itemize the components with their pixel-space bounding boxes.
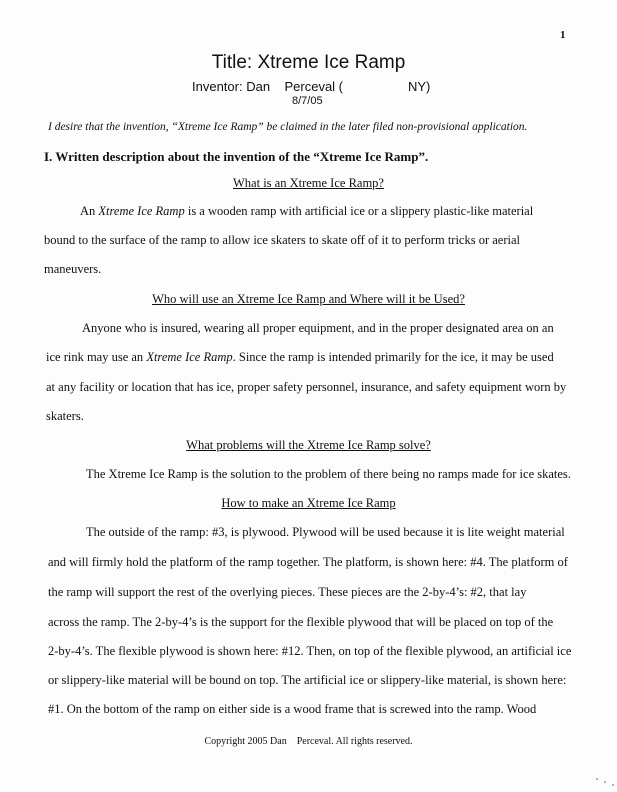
paragraph-line: The outside of the ramp: #3, is plywood. Plywood will be used because it is lite weight material [86, 525, 565, 539]
copyright-footer: Copyright 2005 Dan Perceval. All rights reserved. [204, 736, 413, 747]
inventor-location: NY) [408, 79, 431, 94]
paragraph-line: across the ramp. The 2-by-4’s is the support for the flexible plywood that will be placed on top of the [48, 615, 554, 629]
document-title: Title: Xtreme Ice Ramp [211, 52, 406, 73]
inventor-name: Inventor: Dan Perceval ( [192, 79, 344, 94]
paragraph-line: The Xtreme Ice Ramp is the solution to the problem of there being no ramps made for ice skates. [86, 467, 571, 481]
section-heading: I. Written description about the invention of the “Xtreme Ice Ramp”. [44, 149, 429, 164]
scan-speck [612, 784, 614, 786]
paragraph-line: skaters. [46, 409, 84, 423]
paragraph-line: at any facility or location that has ice, proper safety personnel, insurance, and safety equipment worn by [46, 380, 567, 394]
paragraph-line: the ramp will support the rest of the overlying pieces. These pieces are the 2-by-4’s: #2, that lay [48, 585, 527, 599]
page-number: 1 [560, 29, 566, 41]
paragraph-line: Anyone who is insured, wearing all proper equipment, and in the proper designated area on an [82, 321, 554, 335]
paragraph-line: 2-by-4’s. The flexible plywood is shown here: #12. Then, on top of the flexible plywood, an artificial ice [48, 644, 572, 658]
claim-statement: I desire that the invention, “Xtreme Ice Ramp” be claimed in the later filed non-provisional application. [48, 121, 528, 133]
subheading-how-to-make: How to make an Xtreme Ice Ramp [221, 496, 396, 510]
paragraph-line: ice rink may use an Xtreme Ice Ramp. Since the ramp is intended primarily for the ice, it may be used [46, 350, 554, 364]
paragraph-line: and will firmly hold the platform of the ramp together. The platform, is shown here: #4. The platform of [48, 555, 568, 569]
document-date: 8/7/05 [292, 95, 323, 107]
scan-speck [596, 778, 598, 780]
subheading-who-will-use: Who will use an Xtreme Ice Ramp and Where will it be Used? [152, 292, 465, 306]
paragraph-line: maneuvers. [44, 262, 102, 276]
subheading-problems: What problems will the Xtreme Ice Ramp solve? [186, 438, 431, 452]
paragraph-line: or slippery-like material will be bound on top. The artificial ice or slippery-like material, is shown here: [48, 673, 567, 687]
paragraph-line: An Xtreme Ice Ramp is a wooden ramp with artificial ice or a slippery plastic-like material [80, 204, 534, 218]
scan-speck [604, 781, 606, 783]
paragraph-line: bound to the surface of the ramp to allow ice skaters to skate off of it to perform tricks or aerial [44, 233, 521, 247]
subheading-what-is: What is an Xtreme Ice Ramp? [233, 176, 384, 190]
paragraph-line: #1. On the bottom of the ramp on either side is a wood frame that is screwed into the ramp. Wood [48, 702, 537, 716]
